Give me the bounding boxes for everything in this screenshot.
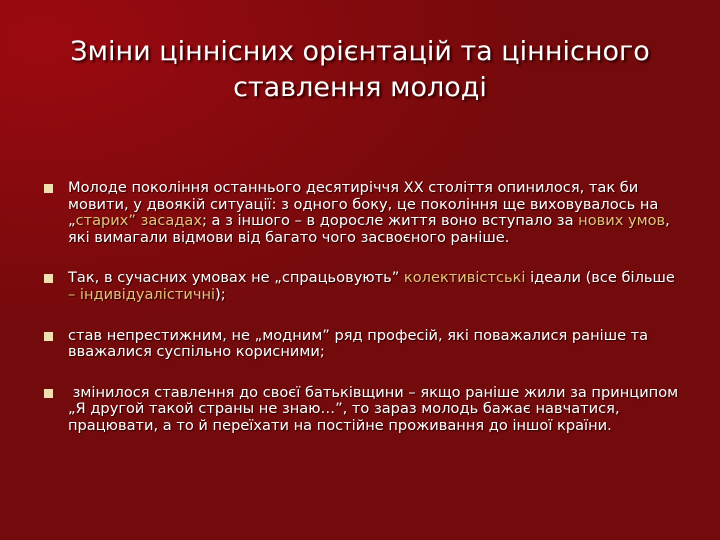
bullet-text: став непрестижним, не „модним” ряд професій, які поважалися раніше та вважалися суспільно корисними; — [68, 326, 649, 361]
highlighted-phrase: старих” засадах — [75, 212, 202, 230]
square-bullet-icon — [44, 332, 53, 341]
bullet-text-part: ; а з іншого – в доросле життя воно вступало за — [201, 212, 579, 230]
bullet-list — [44, 180, 684, 459]
list-item — [44, 385, 684, 435]
highlighted-phrase: колективістські — [403, 269, 526, 287]
bullet-text-part: , які вимагали відмови від багато чого засвоєного раніше. — [68, 212, 670, 246]
slide-title: Зміни ціннісних орієнтацій та ціннісного ставлення молоді — [70, 36, 650, 103]
highlighted-phrase: нових умов — [578, 212, 666, 230]
list-item — [44, 180, 684, 246]
bullet-text-part: ідеали (все більше — [525, 269, 675, 287]
square-bullet-icon — [44, 184, 53, 193]
bullet-text-part: Так, в сучасних умовах не „спрацьовують” — [68, 269, 404, 287]
bullet-text: змінилося ставлення до своєї батьківщини – якщо раніше жили за принципом „Я другой такой страны не знаю…”, то зараз молодь бажає навчатися, працювати, а то й переїхати на постійне проживання до іншої країни. — [68, 383, 683, 434]
square-bullet-icon — [44, 389, 53, 398]
list-item — [44, 270, 684, 303]
highlighted-phrase: – індивідуалістичні — [68, 285, 216, 303]
bullet-text-part: Молоде покоління останнього десятиріччя XX століття опинилося, так би мовити, у двоякій ситуації: з одного боку, це покоління ще виховувалось на „ — [68, 179, 659, 230]
bullet-text-part: ); — [215, 285, 226, 303]
list-item — [44, 328, 684, 361]
square-bullet-icon — [44, 274, 53, 283]
